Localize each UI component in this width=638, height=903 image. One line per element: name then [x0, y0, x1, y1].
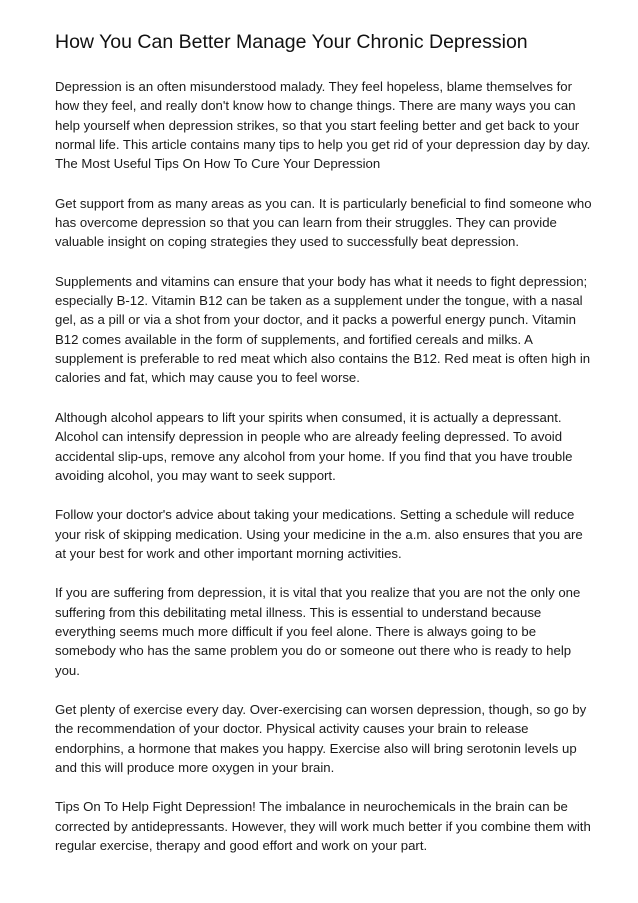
section-subheading: The Most Useful Tips On How To Cure Your Depression — [55, 156, 381, 172]
paragraph-supplements: Supplements and vitamins can ensure that your body has what it needs to fight depression; especially B-12. Vitamin B12 can be taken as a supplement under the tongue, with a nasal gel, as a pill or via a shot from your doctor, and it packs a powerful energy punch. Vitamin B12 comes available in the form of supplements, and fortified cereals and milks. A supplement is preferable to red meat which also contains the B12. Red meat is often high in calories and fat, which may cause you to feel worse. — [55, 273, 591, 386]
intro-paragraph — [55, 77, 595, 174]
paragraph-medication: Follow your doctor's advice about taking your medications. Setting a schedule will reduce your risk of skipping medication. Using your medicine in the a.m. also ensures that you are at your best for work and other important morning activities. — [55, 507, 583, 561]
paragraph-exercise: Get plenty of exercise every day. Over-exercising can worsen depression, though, so go by the recommendation of your doctor. Physical activity causes your brain to release endorphins, a hormone that makes you happy. Exercise also will bring serotonin levels up and this will produce more oxygen in your brain. — [55, 701, 587, 775]
document-page — [55, 28, 595, 875]
document-title: How You Can Better Manage Your Chronic Depression — [55, 31, 528, 53]
paragraph-not-alone: If you are suffering from depression, it is vital that you realize that you are not the only one suffering from this debilitating metal illness. This is essential to understand because everything seems much more difficult if you feel alone. There is always going to be somebody who has the same problem you do or someone out there who is ready to help you. — [55, 585, 581, 678]
paragraph-alcohol: Although alcohol appears to lift your spirits when consumed, it is actually a depressant. Alcohol can intensify depression in people who are already feeling depressed. To avoid accidental slip-ups, remove any alcohol from your home. If you find that you have trouble avoiding alcohol, you may want to seek support. — [55, 409, 573, 483]
intro-text: Depression is an often misunderstood malady. They feel hopeless, blame themselves for how they feel, and really don't know how to change things. There are many ways you can help yourself when depression strikes, so that you start feeling better and get back to your normal life. This article contains many tips to help you get rid of your depression day by day. — [55, 79, 591, 153]
paragraph-support: Get support from as many areas as you can. It is particularly beneficial to find someone who has overcome depression so that you can learn from their struggles. They can provide valuable insight on coping strategies they used to successfully beat depression. — [55, 195, 592, 250]
paragraph-antidepressants: Tips On To Help Fight Depression! The imbalance in neurochemicals in the brain can be corrected by antidepressants. However, they will work much better if you combine them with regular exercise, therapy and good effort and work on your part. — [55, 799, 591, 853]
